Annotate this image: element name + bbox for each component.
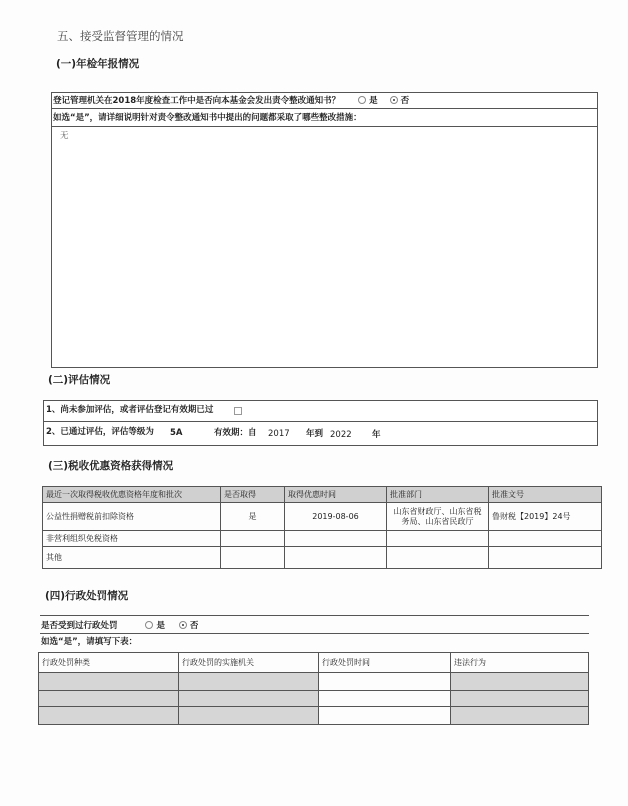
inspection-question-text: 登记管理机关在2018年度检查工作中是否向本基金会发出责令整改通知书？ <box>53 96 341 106</box>
valid-label: 有效期：自 <box>214 428 257 438</box>
penalty-cell[interactable] <box>319 707 451 725</box>
penalty-question <box>41 620 198 632</box>
penalty-cell[interactable] <box>319 673 451 691</box>
penalty-yes-label: 是 <box>156 621 165 631</box>
penalty-header: 行政处罚种类 <box>39 653 179 673</box>
tax-header: 批准部门 <box>387 487 489 503</box>
inspection-yes-label: 是 <box>369 96 378 106</box>
inspection-answer[interactable]: 无 <box>60 131 69 141</box>
section-title: 五、接受监督管理的情况 <box>57 29 184 43</box>
penalty-heading: (四)行政处罚情况 <box>45 590 129 602</box>
penalty-header: 行政处罚时间 <box>319 653 451 673</box>
penalty-question-text: 是否受到过行政处罚 <box>41 621 118 631</box>
penalty-no-label: 否 <box>189 621 199 631</box>
tax-type: 非营利组织免税资格 <box>43 531 221 547</box>
annual-inspection-heading: (一)年检年报情况 <box>56 58 140 70</box>
penalty-row <box>39 691 589 707</box>
tax-obtained[interactable] <box>221 531 285 547</box>
row-divider <box>51 126 598 127</box>
evaluation-heading: (二)评估情况 <box>48 374 111 386</box>
penalty-cell[interactable] <box>179 707 319 725</box>
penalty-row <box>39 673 589 691</box>
tax-row <box>43 503 602 531</box>
penalty-cell[interactable] <box>39 707 179 725</box>
tax-header: 取得优惠时间 <box>285 487 387 503</box>
penalty-cell[interactable] <box>179 691 319 707</box>
penalty-no-radio[interactable] <box>179 621 187 629</box>
row-divider <box>40 633 589 634</box>
tax-header: 批准文号 <box>489 487 602 503</box>
penalty-row <box>39 707 589 725</box>
tax-date[interactable]: 2019-08-06 <box>285 503 387 531</box>
tax-table <box>42 486 602 569</box>
evaluation-row2 <box>46 426 154 438</box>
tax-heading: (三)税收优惠资格获得情况 <box>48 460 174 472</box>
penalty-cell[interactable] <box>319 691 451 707</box>
tax-dept[interactable] <box>387 531 489 547</box>
year-from[interactable]: 2017 <box>268 429 290 439</box>
inspection-followup: 如选“是”，请详细说明针对责令整改通知书中提出的问题都采取了哪些整改措施： <box>53 113 362 123</box>
tax-obtained[interactable]: 是 <box>221 503 285 531</box>
penalty-header-row <box>39 653 589 673</box>
tax-doc[interactable] <box>489 531 602 547</box>
tax-header-row <box>43 487 602 503</box>
tax-dept[interactable] <box>387 503 489 531</box>
evaluation-row2-prefix: 2、已通过评估，评估等级为 <box>46 427 154 437</box>
not-evaluated-checkbox[interactable] <box>234 407 242 415</box>
tax-row <box>43 547 602 569</box>
evaluation-row1: 1、尚未参加评估，或者评估登记有效期已过 <box>46 405 214 415</box>
row-divider <box>40 615 589 616</box>
penalty-cell[interactable] <box>451 673 589 691</box>
tax-type: 公益性捐赠税前扣除资格 <box>43 503 221 531</box>
tax-date[interactable] <box>285 547 387 569</box>
penalty-header: 行政处罚的实施机关 <box>179 653 319 673</box>
penalty-cell[interactable] <box>39 673 179 691</box>
tax-date[interactable] <box>285 531 387 547</box>
tax-obtained[interactable] <box>221 547 285 569</box>
inspection-yes-radio[interactable] <box>358 96 366 104</box>
tax-doc[interactable]: 鲁财税【2019】24号 <box>489 503 602 531</box>
tax-row <box>43 531 602 547</box>
penalty-table <box>38 652 589 725</box>
row-divider <box>51 108 598 109</box>
tax-header: 是否取得 <box>221 487 285 503</box>
tax-type: 其他 <box>43 547 221 569</box>
penalty-cell[interactable] <box>451 691 589 707</box>
penalty-cell[interactable] <box>179 673 319 691</box>
year-suffix: 年 <box>372 430 381 440</box>
tax-doc[interactable] <box>489 547 602 569</box>
tax-header: 最近一次取得税收优惠资格年度和批次 <box>43 487 221 503</box>
row-divider <box>43 421 598 422</box>
inspection-question <box>53 95 409 107</box>
penalty-header: 违法行为 <box>451 653 589 673</box>
tax-dept-line: 务局、山东省民政厅 <box>401 516 474 526</box>
penalty-cell[interactable] <box>39 691 179 707</box>
evaluation-grade[interactable]: 5A <box>170 428 183 438</box>
inspection-no-radio[interactable] <box>390 96 398 104</box>
inspection-no-label: 否 <box>400 96 410 106</box>
year-to[interactable]: 2022 <box>330 430 352 440</box>
annual-inspection-box <box>51 92 598 368</box>
penalty-cell[interactable] <box>451 707 589 725</box>
year-to-label: 年到 <box>306 429 324 439</box>
tax-dept-line: 山东省财政厅、山东省税 <box>393 506 482 516</box>
penalty-yes-radio[interactable] <box>145 621 153 629</box>
penalty-followup: 如选“是”，请填写下表： <box>41 637 138 647</box>
tax-dept[interactable] <box>387 547 489 569</box>
